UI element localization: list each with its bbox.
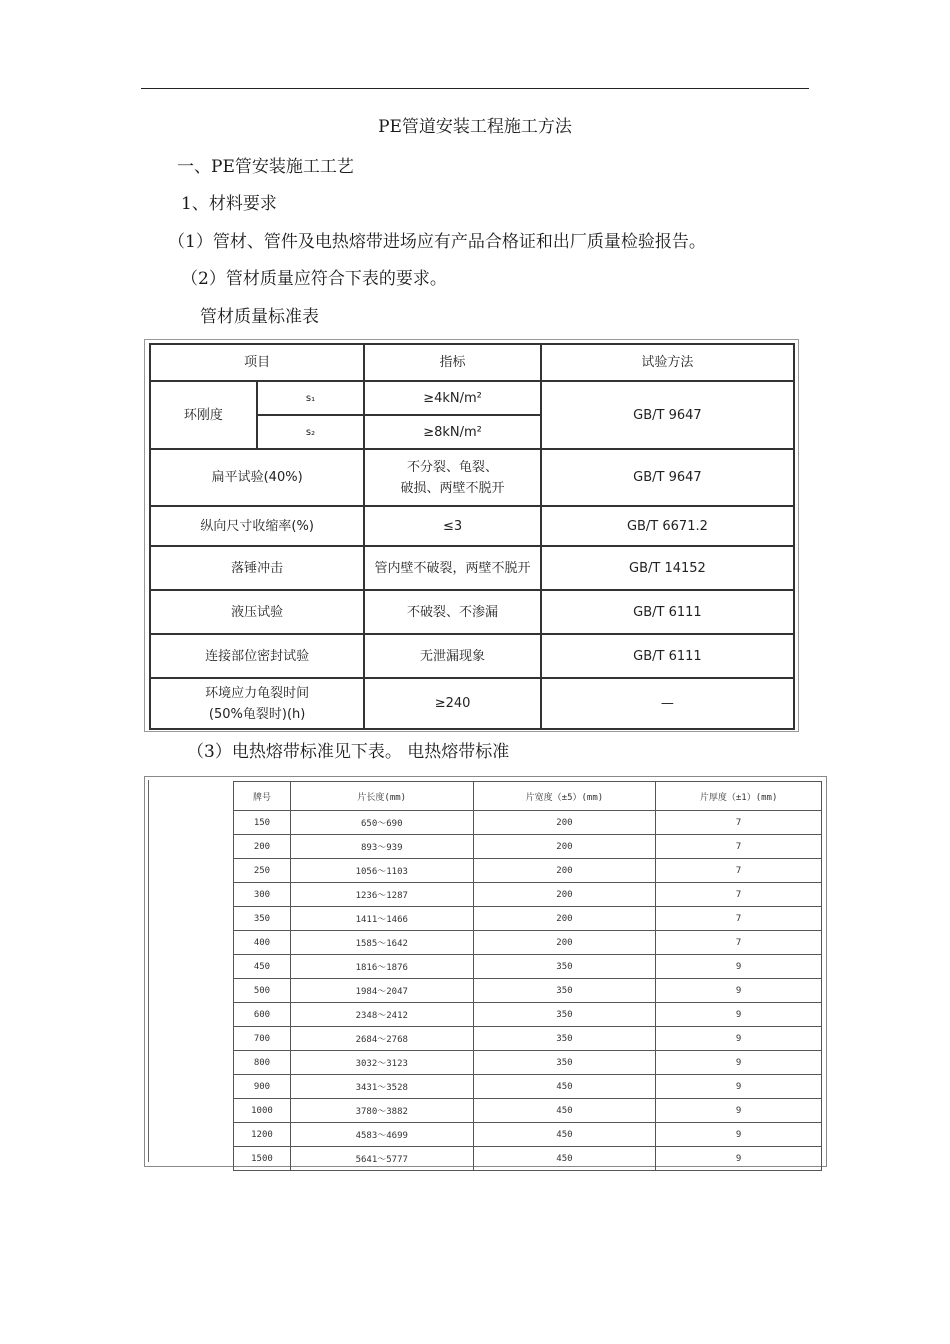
t2-cell: 900 (234, 1075, 291, 1099)
t2-cell: 5641～5777 (290, 1147, 473, 1171)
paragraph-3: （3）电热熔带标准见下表。 电热熔带标准 (187, 742, 510, 762)
paragraph-1: （1）管材、管件及电热熔带进场应有产品合格证和出厂质量检验报告。 (168, 232, 706, 252)
t2-cell: 600 (234, 1003, 291, 1027)
table-row (234, 1075, 822, 1099)
table-row (234, 859, 822, 883)
t2-cell: 350 (473, 955, 656, 979)
table-row (234, 883, 822, 907)
t2-cell: 1200 (234, 1123, 291, 1147)
t2-cell: 200 (473, 859, 656, 883)
heat-fusion-tape-table-frame (144, 776, 827, 1167)
t2-cell: 9 (656, 1075, 822, 1099)
t2-cell: 2348～2412 (290, 1003, 473, 1027)
t2-cell: 7 (656, 835, 822, 859)
t1-flat-method: GB/T 9647 (541, 449, 794, 506)
t2-cell: 650～690 (290, 811, 473, 835)
t2-cell: 450 (473, 1147, 656, 1171)
t2-cell: 7 (656, 811, 822, 835)
t1-seal-method: GB/T 6111 (541, 634, 794, 678)
t2-cell: 3780～3882 (290, 1099, 473, 1123)
t2-cell: 9 (656, 1027, 822, 1051)
document-title: PE管道安装工程施工方法 (378, 117, 572, 137)
t2-header-cell: 牌号 (234, 782, 291, 811)
t2-cell: 3431～3528 (290, 1075, 473, 1099)
t2-header-cell: 片厚度（±1）(mm) (656, 782, 822, 811)
t1-shrink-value: ≤3 (364, 506, 541, 546)
table1-caption: 管材质量标准表 (200, 307, 319, 327)
t2-cell: 450 (473, 1123, 656, 1147)
t1-shrink-label: 纵向尺寸收缩率(%) (150, 506, 364, 546)
t1-flat-label: 扁平试验(40%) (150, 449, 364, 506)
t1-drop-label: 落锤冲击 (150, 546, 364, 590)
t2-cell: 1000 (234, 1099, 291, 1123)
t2-cell: 1411～1466 (290, 907, 473, 931)
t1-header-index: 指标 (364, 344, 541, 381)
t1-seal-label: 连接部位密封试验 (150, 634, 364, 678)
table-row (234, 1027, 822, 1051)
t1-ring-value-1: ≥4kN/m² (364, 381, 541, 415)
t2-cell: 350 (473, 1003, 656, 1027)
t1-ring-label: 环刚度 (150, 381, 257, 449)
t2-cell: 7 (656, 907, 822, 931)
t2-cell: 9 (656, 1123, 822, 1147)
heat-fusion-tape-table (233, 781, 822, 1171)
t2-cell: 200 (473, 931, 656, 955)
table-row (234, 1051, 822, 1075)
t2-cell: 250 (234, 859, 291, 883)
t2-cell: 200 (473, 883, 656, 907)
t2-cell: 350 (234, 907, 291, 931)
t1-ring-sub-2: s₂ (257, 415, 365, 449)
t1-stress-label-line-1: 环境应力龟裂时间 (205, 685, 310, 701)
t2-cell: 3032～3123 (290, 1051, 473, 1075)
t1-drop-value: 管内壁不破裂，两壁不脱开 (364, 546, 541, 590)
t1-stress-label-line-2: (50%龟裂时)(h) (208, 706, 306, 722)
t1-hydro-method: GB/T 6111 (541, 590, 794, 634)
table-row (234, 835, 822, 859)
t2-cell: 200 (473, 907, 656, 931)
t2-cell: 200 (473, 835, 656, 859)
t2-cell: 200 (234, 835, 291, 859)
t1-stress-value: ≥240 (364, 678, 541, 729)
t1-ring-method: GB/T 9647 (541, 381, 794, 449)
t1-flat-value (364, 449, 541, 506)
t2-cell: 350 (473, 1027, 656, 1051)
t1-ring-value-2: ≥8kN/m² (364, 415, 541, 449)
t2-cell: 1056～1103 (290, 859, 473, 883)
pipe-quality-table (149, 343, 795, 730)
t1-seal-value: 无泄漏现象 (364, 634, 541, 678)
t2-cell: 300 (234, 883, 291, 907)
t2-cell: 150 (234, 811, 291, 835)
table-row (234, 1123, 822, 1147)
t2-cell: 800 (234, 1051, 291, 1075)
table-row (234, 1099, 822, 1123)
table-row (234, 907, 822, 931)
t2-header-cell: 片长度(mm) (290, 782, 473, 811)
t2-cell: 700 (234, 1027, 291, 1051)
table-row (234, 1147, 822, 1171)
t1-header-item: 项目 (150, 344, 364, 381)
t2-cell: 350 (473, 979, 656, 1003)
t2-cell: 450 (234, 955, 291, 979)
t1-ring-sub-1: s₁ (257, 381, 365, 415)
t2-cell: 9 (656, 979, 822, 1003)
t2-cell: 9 (656, 1003, 822, 1027)
t1-flat-value-line-2: 破损、两壁不脱开 (400, 480, 505, 496)
t2-cell: 9 (656, 1051, 822, 1075)
header-rule (141, 88, 809, 89)
t2-cell: 1984～2047 (290, 979, 473, 1003)
t1-flat-value-line-1: 不分裂、龟裂、 (407, 459, 499, 475)
pipe-quality-table-frame (144, 339, 799, 732)
t2-cell: 9 (656, 955, 822, 979)
paragraph-2: （2）管材质量应符合下表的要求。 (181, 269, 447, 289)
t2-cell: 1585～1642 (290, 931, 473, 955)
t2-cell: 450 (473, 1075, 656, 1099)
t2-cell: 9 (656, 1147, 822, 1171)
t2-cell: 450 (473, 1099, 656, 1123)
t2-cell: 2684～2768 (290, 1027, 473, 1051)
t2-cell: 400 (234, 931, 291, 955)
section-heading: 一、PE管安装施工工艺 (177, 157, 354, 177)
table-row (234, 931, 822, 955)
t2-cell: 200 (473, 811, 656, 835)
t1-drop-method: GB/T 14152 (541, 546, 794, 590)
table-row (234, 979, 822, 1003)
t2-cell: 7 (656, 859, 822, 883)
t2-cell: 7 (656, 883, 822, 907)
t2-cell: 1236～1287 (290, 883, 473, 907)
table-row (234, 1003, 822, 1027)
table-row (234, 811, 822, 835)
subsection-heading: 1、材料要求 (181, 194, 277, 214)
t2-cell: 9 (656, 1099, 822, 1123)
t2-cell: 500 (234, 979, 291, 1003)
t1-hydro-label: 液压试验 (150, 590, 364, 634)
t2-cell: 1500 (234, 1147, 291, 1171)
t1-stress-method: — (541, 678, 794, 729)
t1-stress-label (150, 678, 364, 729)
t1-hydro-value: 不破裂、不渗漏 (364, 590, 541, 634)
table-row (234, 955, 822, 979)
t2-cell: 4583～4699 (290, 1123, 473, 1147)
t2-header-cell: 片宽度（±5）(mm) (473, 782, 656, 811)
table2-left-border (148, 780, 149, 1162)
t2-cell: 893～939 (290, 835, 473, 859)
t2-cell: 7 (656, 931, 822, 955)
t2-cell: 350 (473, 1051, 656, 1075)
t1-shrink-method: GB/T 6671.2 (541, 506, 794, 546)
t2-cell: 1816～1876 (290, 955, 473, 979)
t1-header-method: 试验方法 (541, 344, 794, 381)
